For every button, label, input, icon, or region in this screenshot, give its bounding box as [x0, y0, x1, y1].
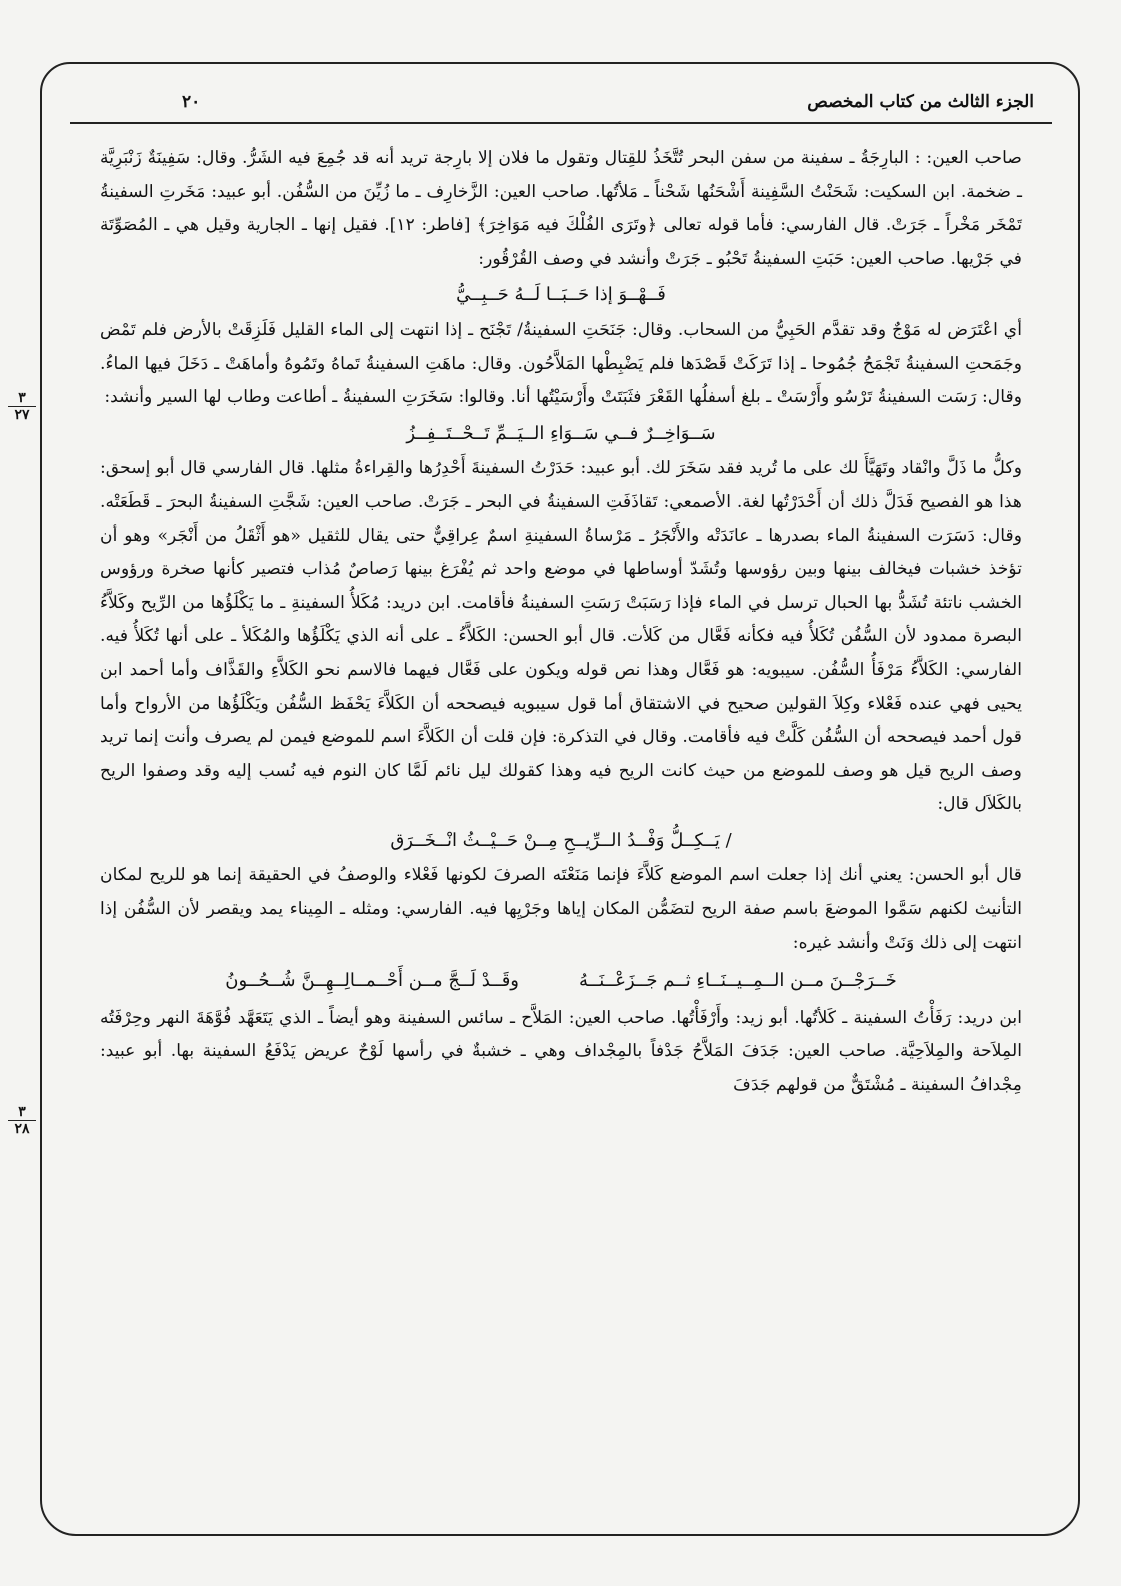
verse-hemistich-second: وقَــدْ لَــجَّ مــن أَحْــمــالِــهِــنَّ شُــحُــونُ: [225, 970, 520, 992]
page-content: [70, 124, 1052, 1103]
marker-page: ٢٧: [14, 407, 30, 423]
marker-volume: ٣: [8, 390, 36, 407]
paragraph: قال أبو الحسن: يعني أنك إذا جعلت اسم الموضع كَلاَّءَ فإنما مَنَعْتَه الصرفَ لكونها فَعْلاء والوصفُ في الحقيقة إنما هو للريح لمكان التأنيث لكنهم سَمَّوا الموضعَ باسم صفة الريح لتضَمُّن المكان إياها وجَرْيِها فيه. الفارسي: ومثله ـ المِيناء يمد ويقصر لأن السُّفُن إذا انتهت إلى ذلك وَنَتْ وأنشد غيره:: [100, 865, 1022, 953]
paragraph: صاحب العين: : البارِجَةُ ـ سفينة من سفن البحر تُتَّخَذُ للقِتال وتقول ما فلان إلا بارِجة تريد أنه قد جُمِعَ فيه الشَرُّ. وقال: سَفِينَةٌ زَنْبَرِيَّة ـ ضخمة. ابن السكيت: شَحَنْتُ السَّفِينة أَشْحَنُها شَحْناً ـ مَلأتُها. صاحب العين: الزَّخارِف ـ ما زُيِّنَ من السُّفُن. أبو عبيد: مَخَرتِ السفينةُ تَمْخَر مَخْراً ـ جَرَتْ. قال الفارسي: فأما قوله تعالى ﴿وتَرَى الفُلْكَ فيه مَوَاخِرَ﴾ [فاطر: ١٢]. فقيل إنها ـ الجارية وقيل هي ـ المُصَوِّتَة في جَرْيها. صاحب العين: حَبَتِ السفينةُ تَحْبُو ـ جَرَتْ وأنشد في وصف القُرْقُور:: [100, 148, 1022, 269]
margin-page-marker: [8, 390, 36, 423]
marker-volume: ٣: [8, 1104, 36, 1121]
paragraph: وكلُّ ما ذَلَّ وانْقاد وتَهَيَّأَ لك على ما تُريد فقد سَخَرَ لك. أبو عبيد: حَدَرْتُ السفينةَ أَحْدِرُها والقِراءةُ مثلها. قال الفارسي قال أبو إسحق: هذا هو الفصيح فَدَلَّ ذلك أن أَحْدَرْتُها لغة. الأصمعي: تَقاذَفَتِ السفينةُ في البحر ـ جَرَتْ. صاحب العين: شَجَّتِ السفينةُ البحرَ ـ قَطَعَتْه. وقال: دَسَرَت السفينةُ الماء بصدرها ـ عانَدَتْه والأَنْجَرُ ـ مَرْساةُ السفينةِ اسمٌ عِراقِيٌّ حتى يقال للثقيل «هو أَثْقَلُ من أَنْجَر» وهو أن تؤخذ خشبات فيخالف بينها وبين رؤوسها وتُشَدّ أوساطها في موضع واحد ثم يُفْرَغ بينها رَصاصٌ مُذاب فتصير كأنها صخرة ورؤوس الخشب ناتئة تُشَدُّ بها الحبال ترسل في الماء فإذا رَسَبَتْ رَسَتِ السفينةُ فأقامت. ابن دريد: مُكَلأُ السفينةِ ـ ما يَكْلَؤُها من الرِّيح وكَلاَّءُ البصرة ممدود لأن السُّفُن تُكَلأُ فيه فكأنه فَعَّال من كَلأت. قال أبو الحسن: الكَلاَّءُ ـ على أنه الذي يَكْلَؤُها والمُكَلأ ـ على أنها تُكَلأُ فيه. الفارسي: الكَلاَّءُ مَرْفَأُ السُّفُن. سيبويه: هو فَعَّال وهذا نص قوله ويكون على فَعَّال فيهما فالاسم نحو الكَلاَّءِ والقَذَّاف وأما أحمد ابن يحيى فهي عنده فَعْلاء وكِلاَ القولين صحيح في الاشتقاق أما قول سيبويه فيصححه أن الكَلاَّءَ يَحْفَظ السُّفُن ويَكْلَؤُها من الأرواح وأما قول أحمد فيصححه أن السُّفُن كَلَّتْ فيه فأقامت. وقال في التذكرة: فإن قلت أن الكَلاَّءَ اسم للموضع فيمن لم يصرف وأنت إنما تريد وصف الريح قيل هو وصف للموضع من حيث كانت الريح فيه وهذا كقولك ليل نائم لَمَّا كان النوم فيه نُسب إليه وقد وصفوا الريح بالكَلاَل قال:: [100, 458, 1022, 815]
verse-line: / يَــكِــلُّ وَفْــدُ الــرِّيــحِ مِــنْ حَــيْــثُ انْــخَــرَق: [390, 829, 732, 851]
running-title: الجزء الثالث من كتاب المخصص: [807, 92, 1034, 112]
paragraph: أي اعْتَرَض له مَوْجٌ وقد تقدَّم الحَبِيُّ من السحاب. وقال: جَنَحَتِ السفينةُ/ تَجْنَح ـ إذا انتهت إلى الماء القليل فَلَزِقَتْ بالأرض فلم تَمْض وجَمَحتِ السفينةُ تَجْمَحُ جُمُوحا ـ إذا تَرَكَتْ قَصْدَها فلم يَضْبِطْها المَلاَّحُون. وقال: ماهَتِ السفينةُ تَماهُ وتَمُوهُ وأماهَتْ ـ دَخَلَ فيها الماءُ. وقال: رَسَت السفينةُ تَرْسُو وأَرْسَتْ ـ بلغ أسفلُها القَعْرَ فثَبَتَتْ وأَرْسَيْتُها أنا. وقالوا: سَخَرَتِ السفينةُ ـ أطاعت وطاب لها السير وأنشد:: [100, 319, 1022, 408]
book-page: [70, 78, 1052, 1103]
page-header: [70, 78, 1052, 124]
margin-page-marker: [8, 1104, 36, 1137]
verse-line: فَــهْــوَ إذا حَــبَــا لَــهُ حَــبِــيُّ: [456, 284, 666, 306]
verse-hemistich-first: خَــرَجْــنَ مــن الــمِــيــنَــاءِ ثــم جَــزَعْــنَــهُ: [579, 970, 897, 992]
verse-couplet: [100, 964, 1022, 998]
marker-page: ٢٨: [14, 1121, 30, 1137]
verse-line: سَــوَاخِــرٌ فــي سَــوَاءِ الــيَــمِّ تَــحْــتَــفِــزُ: [406, 422, 716, 444]
paragraph: ابن دريد: رَفَأْتُ السفينة ـ كَلأتُها. أبو زيد: وأَرْفَأْتُها. صاحب العين: المَلاَّح ـ سائس السفينة وهو أيضاً ـ الذي يَتَعَهَّد فُوَّهَةَ النهر وحِرْفَتُه المِلاَحة والمِلاَحِيَّة. صاحب العين: جَدَفَ المَلاَّحُ جَدْفاً بالمِجْداف وهي ـ خشبةٌ في رأسها لَوْحٌ عريض يَدْفَعُ السفينة بها. أبو عبيد: مِجْدافُ السفينة ـ مُشْتَقٌّ من قولهم جَدَفَ: [100, 1007, 1022, 1096]
page-number: ٢٠: [182, 92, 201, 112]
